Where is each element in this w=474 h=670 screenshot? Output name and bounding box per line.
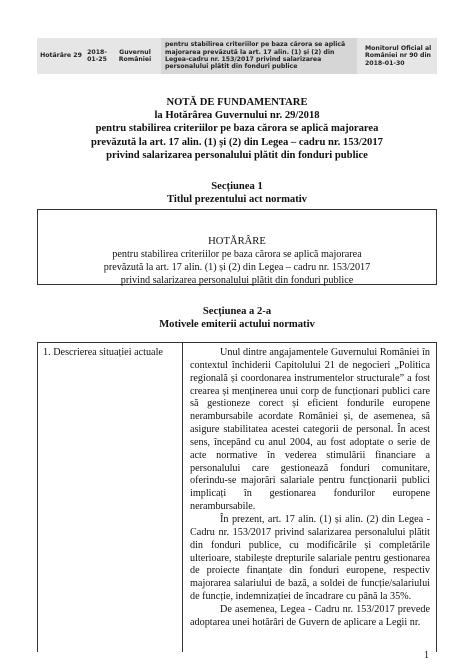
act-title-box — [37, 209, 437, 285]
header-subject: pentru stabilirea criteriilor pe baza cărora se aplică majorarea prevăzută la art. 17 alin. (1) și (2) din Legea-cadru nr. 153/2017 privind salarizarea personalului plătit din fonduri publice — [161, 38, 357, 74]
section-1-heading — [0, 180, 474, 207]
section-1-subtitle: Titlul prezentului act normativ — [167, 194, 307, 206]
table-right-cell — [183, 343, 436, 652]
act-box-line-1: pentru stabilirea criteriilor pe baza cărora se aplică majorarea — [112, 249, 362, 260]
act-box-line-2: prevăzută la art. 17 alin. (1) și (2) din Legea – cadru nr. 153/2017 — [103, 261, 371, 273]
title-line-1: NOTĂ DE FUNDAMENTARE — [166, 97, 308, 108]
header-date: 2018-01-25 — [87, 48, 107, 63]
section-2-title: Secțiunea a 2-a — [202, 306, 272, 317]
paragraph-3: De asemenea, Legea - Cadru nr. 153/2017 prevede adoptarea unei hotărâri de Guvern de aplicare a Legii nr. — [190, 603, 430, 628]
title-line-2: la Hotărârea Guvernului nr. 29/2018 — [154, 110, 320, 122]
title-line-4: prevăzută la art. 17 alin. (1) și (2) din Legea – cadru nr. 153/2017 — [91, 136, 383, 148]
header-doc-type: Hotărâre 29 — [40, 52, 82, 60]
motives-table — [37, 342, 437, 652]
section-1-title: Secțiunea 1 — [211, 181, 263, 192]
paragraph-2: În prezent, art. 17 alin. (1) și alin. (2) din Legea - Cadru nr. 153/2017 privind salarizarea personalului plătit din fonduri publice, cu modificările și completările ulterioare, stabilește drepturile salariale pentru gestionarea de proiecte finanțate din fonduri europene, respectiv majorarea salariului de bază, a soldei de funcție/salariului de funcție, indemnizației de încadrare cu până la 35%. — [190, 513, 430, 603]
header-issuer: Guvernul României — [118, 48, 152, 63]
act-box-line-3: privind salarizarea personalului plătit din fonduri publice — [120, 274, 354, 286]
act-box-title: HOTĂRÂRE — [208, 236, 266, 247]
document-header-band — [37, 38, 437, 74]
section-2-heading — [0, 305, 474, 332]
title-line-3: pentru stabilirea criteriilor pe baza cărora se aplică majorarea — [95, 123, 379, 135]
paragraph-1: Unul dintre angajamentele Guvernului României în contextul închiderii Capitolului 21 de negocieri „Politica regională și coordonarea instrumentelor structurale” a fost crearea și menținerea unui corp de funcționari publici care să gestioneze corect și eficient fondurile europene nerambursabile acordate României și, de asemenea, să asigure stabilitatea acestei categorii de personal. În acest sens, începând cu anul 2004, au fost adoptate o serie de acte normative în vederea stimulării financiare a personalului care gestionează fonduri comunitare, oferindu-se majorări salariale pentru funcționarii publici implicați în gestionarea fondurilor europene nerambursabile. — [190, 347, 430, 513]
title-line-5: privind salarizarea personalului plătit din fonduri publice — [106, 149, 368, 161]
header-publication: Monitorul Oficial al României nr 90 din 2018-01-30 — [365, 44, 432, 67]
page-number: 1 — [424, 650, 429, 661]
document-title — [0, 96, 474, 162]
section-2-subtitle: Motivele emiterii actului normativ — [159, 319, 315, 331]
table-left-cell: 1. Descrierea situației actuale — [38, 343, 183, 652]
